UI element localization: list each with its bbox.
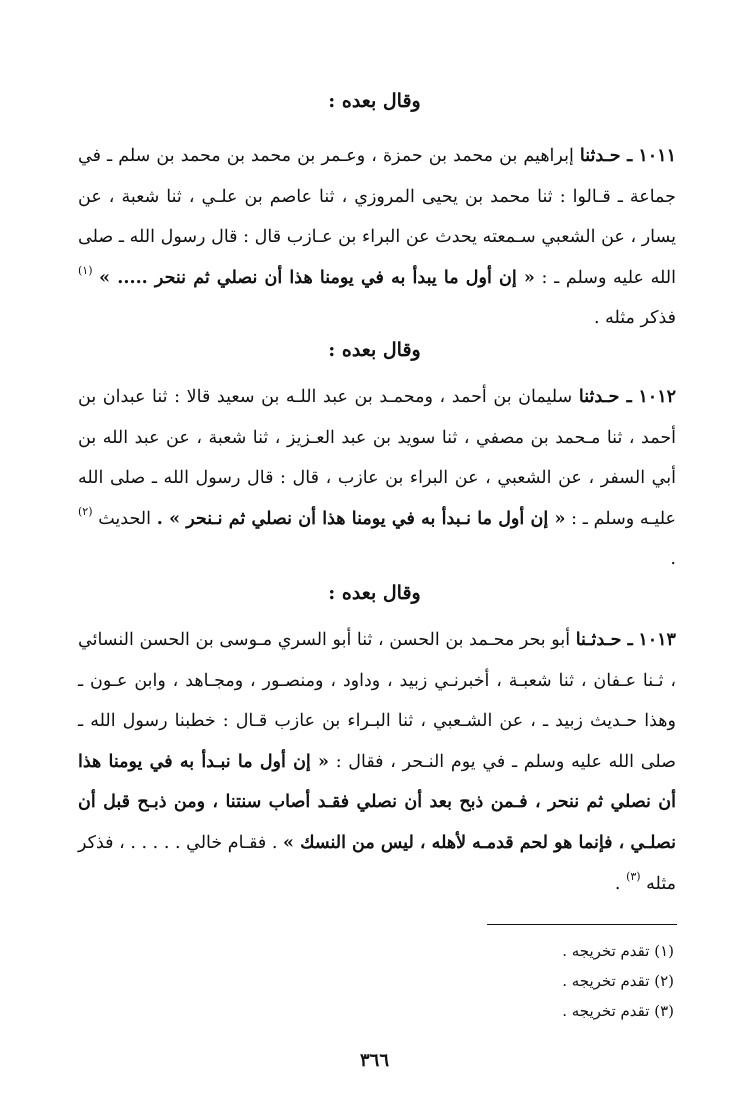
footnote-item: (٢) تقدم تخريجه . (562, 972, 674, 990)
footnote-marker[interactable]: (٢) (78, 504, 93, 518)
hadith-quote: « إن أول ما نـبدأ به في يومنا هذا أن نصلي ثم نـنحر » . (156, 508, 566, 529)
hadith-end: . (614, 873, 621, 894)
hadith-number: ١٠١١ (638, 146, 676, 166)
hadith-paragraph: ١٠١٣ ـ حـدثـنا أبو بحر محـمد بن الحسن ، ثنا أبو السري مـوسى بن الحسن النسائي ، ثـنا عـفان ، ثنا شعبـة ، أخبرنـي زبيد ، وداود ، ومنصـور ، ومجـاهد ، وابن عـون ـ وهذا حـديث زبيد ـ ، عن الشـعبي ، ثنا البـراء بن عازب قـال : خطبنا رسول الله ـ صلى الله عليه وسلم ـ في يوم النـحر ، فقال : « إن أول ما نبـدأ به في يومنا هذا أن نصلي ثم ننحر ، فـمن ذبح بعد أن نصلي فقـد أصاب سنتنا ، ومن ذبـح قبل أن نصلـي ، فإنما هو لحم قدمـه لأهله ، ليس من النسك » . فقـام خالي . . . . . ، فذكر مثله $^{(٣)}$ . (78, 630, 676, 894)
footnote-item: (١) تقدم تخريجه . (562, 942, 674, 960)
section-heading: وقال بعده : (328, 90, 421, 112)
isnad-text: سليمان بن أحمد ، ومحمـد بن عبد اللـه بن سعيد قالا : ثنا عبدان بن أحمد ، ثنا مـحمد بن مصفي ، ثنا سويد بن عبد العـزيز ، ثنا شعبة ، عن عبد الله بن أبي السفر ، عن الشعبي ، عن البراء بن عازب ، قال : قال رسول الله ـ صلى الله عليـه وسلم ـ : (78, 387, 676, 529)
footnotes (374, 936, 674, 1026)
isnad-text: إبراهيم بن محمد بن حمزة ، وعـمر بن محمد بن محمد بن سلم ـ في جماعة ـ قـالوا : ثنا محمد بن يحيى المروزي ، ثنا عاصم بن علـي ، ثنا شعبة ، عن يسار ، عن الشعبي سـمعته يحدث عن البراء بن عـازب قال : قال رسول الله ـ صلى الله عليه وسلم ـ : (78, 146, 676, 288)
hadith-paragraph: ١٠١٢ ـ حـدثنا سليمان بن أحمد ، ومحمـد بن عبد اللـه بن سعيد قالا : ثنا عبدان بن أحمد ، ثنا مـحمد بن مصفي ، ثنا سويد بن عبد العـزيز ، ثنا شعبة ، عن عبد الله بن أبي السفر ، عن الشعبي ، عن البراء بن عازب ، قال : قال رسول الله ـ صلى الله عليـه وسلم ـ : « إن أول ما نـبدأ به في يومنا هذا أن نصلي ثم نـنحر » . الحديث $^{(٢)}$ . (78, 387, 676, 570)
page-number: ٣٦٦ (359, 1050, 389, 1071)
footnote-divider (487, 924, 677, 925)
hadith-end: . (670, 549, 676, 570)
hadith-tail: فذكر مثله . (593, 308, 676, 329)
hadith-intro: حـدثـنا (575, 630, 622, 650)
hadith-tail: . فقـام خالي . . . . . ، فذكر مثله (78, 832, 676, 894)
hadith-quote: « إن أول ما يبدأ به في يومنا هذا أن نصلي ثم ننحر ..... » (99, 267, 535, 288)
hadith-number: ١٠١٢ (638, 387, 676, 407)
hadith-intro: حـدثنا (578, 387, 620, 407)
hadith-number: ١٠١٣ (638, 630, 676, 650)
footnote-marker[interactable]: (٣) (626, 869, 641, 883)
isnad-text: أبو بحر محـمد بن الحسن ، ثنا أبو السري مـوسى بن الحسن النسائي ، ثـنا عـفان ، ثنا شعبـة ، أخبرنـي زبيد ، وداود ، ومنصـور ، ومجـاهد ، وابن عـون ـ وهذا حـديث زبيد ـ ، عن الشـعبي ، ثنا البـراء بن عازب قـال : خطبنا رسول الله ـ صلى الله عليه وسلم ـ في يوم النـحر ، فقال : (78, 630, 676, 772)
hadith-tail: الحديث (98, 508, 151, 529)
hadith-intro: حـدثنا (579, 146, 621, 166)
hadith-paragraph: ١٠١١ ـ حـدثنا إبراهيم بن محمد بن حمزة ، وعـمر بن محمد بن محمد بن سلم ـ في جماعة ـ قـالوا : ثنا محمد بن يحيى المروزي ، ثنا عاصم بن علـي ، ثنا شعبة ، عن يسار ، عن الشعبي سـمعته يحدث عن البراء بن عـازب قال : قال رسول الله ـ صلى الله عليه وسلم ـ : « إن أول ما يبدأ به في يومنا هذا أن نصلي ثم ننحر ..... » $^{(١)}$ فذكر مثله . (78, 146, 676, 329)
footnote-item: (٣) تقدم تخريجه . (562, 1002, 674, 1020)
section-heading: وقال بعده : (328, 339, 421, 361)
hadith-quote: « إن أول ما نبـدأ به في يومنا هذا أن نصلي ثم ننحر ، فـمن ذبح بعد أن نصلي فقـد أصاب سنتنا ، ومن ذبـح قبل أن نصلـي ، فإنما هو لحم قدمـه لأهله ، ليس من النسك » (78, 751, 676, 853)
footnote-marker[interactable]: (١) (78, 263, 93, 277)
section-heading: وقال بعده : (328, 582, 421, 604)
